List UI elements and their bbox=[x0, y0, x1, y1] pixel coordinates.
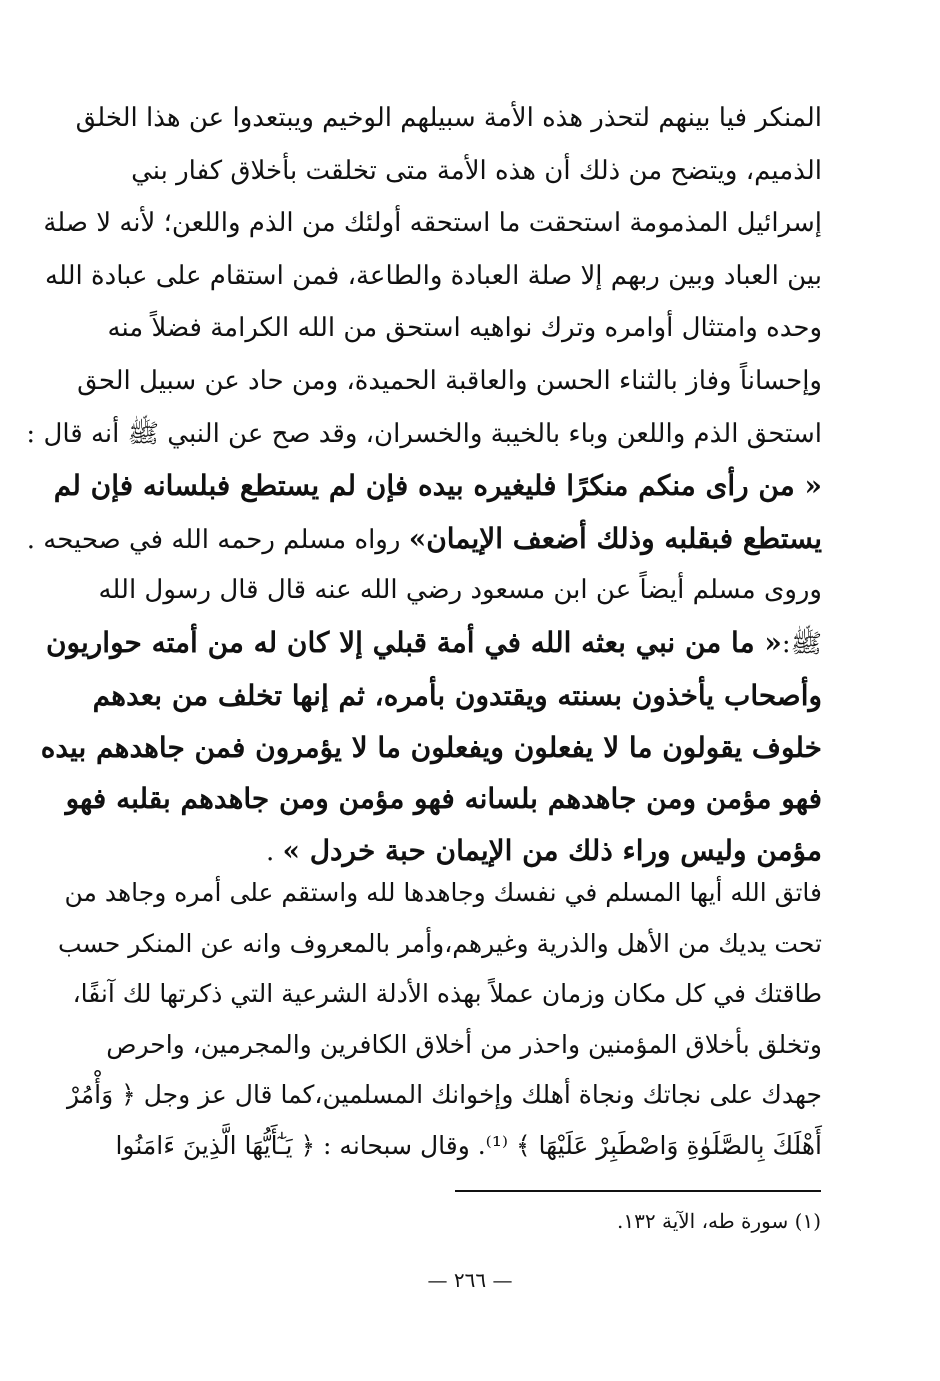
hadith-text-bold: مؤمن وليس وراء ذلك من الإيمان حبة خردل » bbox=[282, 833, 822, 867]
hadith-line: خلوف يقولون ما لا يفعلون ويفعلون ما لا يؤمرون فمن جاهدهم بيده bbox=[40, 730, 822, 764]
hadith-line: « من رأى منكم منكرًا فليغيره بيده فإن لم يستطع فبلسانه فإن لم bbox=[53, 469, 822, 503]
page-number: — ٢٦٦ — bbox=[427, 1268, 513, 1292]
text-line: وإحساناً وفاز بالثناء الحسن والعاقبة الحميدة، ومن حاد عن سبيل الحق bbox=[77, 365, 822, 396]
hadith-attribution: رواه مسلم رحمه الله في صحيحه . bbox=[26, 524, 409, 555]
paragraph-2 bbox=[40, 565, 822, 878]
text-line: استحق الذم واللعن وباء بالخيبة والخسران، وقد صح عن النبي ﷺ أنه قال : bbox=[26, 418, 822, 449]
footnote: (١) سورة طه، الآية ١٣٢. bbox=[617, 1209, 821, 1233]
hadith-line-mixed bbox=[26, 513, 822, 567]
quran-verse-line: أَهْلَكَ بِالصَّلَوٰةِ وَاصْطَبِرْ عَلَيْهَا ﴾ ⁽¹⁾. وقال سبحانه : ﴿ يَـٰٓأَيُّهَا الَّذِينَ ءَامَنُوا bbox=[115, 1130, 822, 1160]
footnote-divider bbox=[455, 1190, 821, 1192]
text-line: طاقتك في كل مكان وزمان عملاً بهذه الأدلة الشرعية التي ذكرتها لك آنفًا، bbox=[72, 979, 822, 1009]
paragraph-3 bbox=[57, 868, 822, 1172]
period: . bbox=[265, 836, 283, 867]
hadith-text-bold: « ما من نبي بعثه الله في أمة قبلي إلا كان له من أمته حواريون bbox=[45, 625, 782, 659]
text-line: فاتق الله أيها المسلم في نفسك وجاهدها لله واستقم على أمره وجاهد من bbox=[64, 878, 822, 907]
salutation-mark: ﷺ: bbox=[781, 628, 822, 659]
text-line: وروى مسلم أيضاً عن ابن مسعود رضي الله عنه قال قال رسول الله bbox=[98, 575, 822, 605]
text-line: وتخلق بأخلاق المؤمنين واحذر من أخلاق الكافرين والمجرمين، واحرص bbox=[106, 1029, 822, 1059]
text-line: تحت يديك من الأهل والذرية وغيرهم،وأمر بالمعروف وانه عن المنكر حسب bbox=[57, 928, 822, 958]
text-line: جهدك على نجاتك ونجاة أهلك وإخوانك المسلمين،كما قال عز وجل ﴿ وَأْمُرْ bbox=[66, 1080, 822, 1110]
hadith-text-bold: يستطع فبقلبه وذلك أضعف الإيمان» bbox=[408, 521, 822, 555]
text-line: وحده وامتثال أوامره وترك نواهيه استحق من الله الكرامة فضلاً منه bbox=[107, 313, 822, 344]
text-line: الذميم، ويتضح من ذلك أن هذه الأمة متى تخلقت بأخلاق كفار بني bbox=[131, 155, 822, 186]
text-line: بين العباد وبين ربهم إلا صلة العبادة والطاعة، فمن استقام على عبادة الله bbox=[45, 260, 822, 291]
text-line: المنكر فيا بينهم لتحذر هذه الأمة سبيلهم الوخيم ويبتعدوا عن هذا الخلق bbox=[75, 103, 822, 133]
hadith-line: فهو مؤمن ومن جاهدهم بلسانه فهو مؤمن ومن جاهدهم بقلبه فهو bbox=[65, 782, 822, 815]
hadith-line-mixed bbox=[45, 617, 822, 671]
paragraph-1 bbox=[26, 92, 822, 566]
hadith-line: وأصحاب يأخذون بسنته ويقتدون بأمره، ثم إنها تخلف من بعدهم bbox=[92, 679, 822, 712]
text-line: إسرائيل المذمومة استحقت ما استحقه أولئك من الذم واللعن؛ لأنه لا صلة bbox=[43, 208, 822, 239]
